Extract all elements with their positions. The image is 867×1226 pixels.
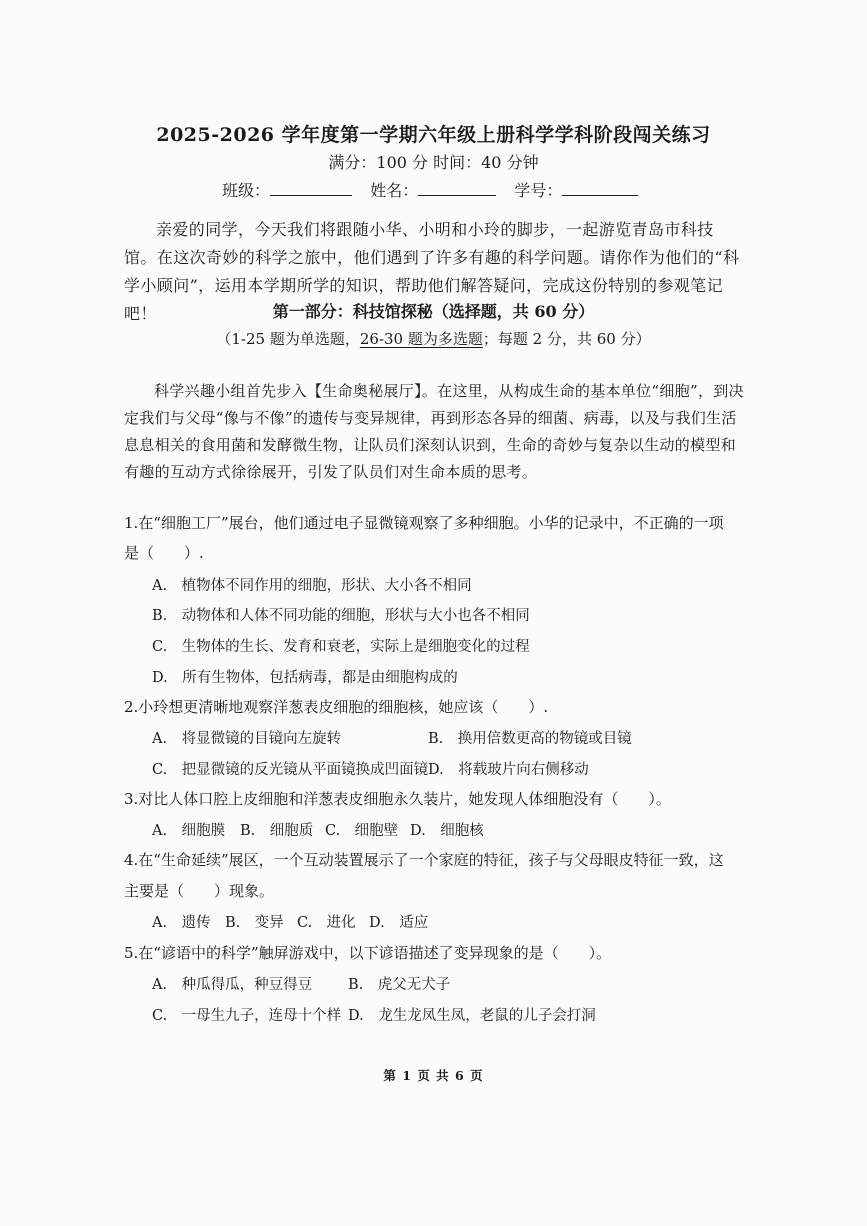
part1-note-c: ；每题 2 分，共 60 分） — [482, 330, 651, 348]
part1-note-a: （1-25 题为单选题， — [216, 330, 360, 348]
q5-stem: 5.在“谚语中的科学”触屏游戏中，以下谚语描述了变异现象的是（ ）。 — [124, 944, 612, 962]
part1-title: 第一部分：科技馆探秘（选择题，共 60 分） — [272, 302, 595, 321]
exam-subtitle: 满分：100 分 时间：40 分钟 — [328, 153, 539, 172]
q2-stem: 2.小玲想更清晰地观察洋葱表皮细胞的细胞核，她应该（ ）. — [124, 698, 549, 716]
student-info-row — [222, 178, 638, 201]
q2-option-c: C. 把显微镜的反光镜从平面镜换成凹面镜 — [152, 762, 429, 778]
page-footer: 第 1 页 共 6 页 — [383, 1068, 484, 1083]
scene-paragraph: 科学兴趣小组首先步入【生命奥秘展厅】。在这里，从构成生命的基本单位“细胞”，到决定我们与父母“像与不像”的遗传与变异规律，再到形态各异的细菌、病毒，以及与我们生活息息相关的食用菌和发酵微生物，让队员们深刻认识到，生命的奇妙与复杂以生动的模型和有趣的互动方式徐徐展开，引发了队员们对生命本质的思考。 — [124, 382, 744, 481]
exam-title: 2025-2026 学年度第一学期六年级上册科学学科阶段闯关练习 — [156, 124, 711, 146]
name-blank — [418, 181, 496, 196]
q1-stem-line2: 是（ ）. — [124, 544, 204, 562]
part1-note — [0, 328, 867, 349]
q5-option-c: C. 一母生九子，连母十个样 — [152, 1008, 342, 1024]
q4-option-b: B. 变异 — [225, 915, 284, 931]
student-id-blank — [562, 181, 638, 196]
student-id-label: 学号： — [514, 181, 563, 200]
q5-option-a: A. 种瓜得瓜，种豆得豆 — [152, 977, 313, 993]
q1-option-d: D. 所有生物体，包括病毒，都是由细胞构成的 — [152, 670, 458, 686]
q2-option-a: A. 将显微镜的目镜向左旋转 — [152, 731, 342, 747]
q1-stem-line1: 1.在“细胞工厂”展台，他们通过电子显微镜观察了多种细胞。小华的记录中，不正确的一项 — [124, 514, 724, 532]
q4-stem-line1: 4.在“生命延续”展区，一个互动装置展示了一个家庭的特征，孩子与父母眼皮特征一致，这 — [124, 851, 724, 869]
q3-option-b: B. 细胞质 — [240, 823, 314, 839]
q1-option-a: A. 植物体不同作用的细胞，形状、大小各不相同 — [152, 578, 472, 594]
q4-option-c: C. 进化 — [297, 915, 356, 931]
q2-option-d: D. 将载玻片向右侧移动 — [428, 762, 589, 778]
q4-stem-line2: 主要是（ ）现象。 — [124, 882, 275, 900]
intro-paragraph: 亲爱的同学，今天我们将跟随小华、小明和小玲的脚步，一起游览青岛市科技馆。在这次奇妙的科学之旅中，他们遇到了许多有趣的科学问题。请你作为他们的“科学小顾问”，运用本学期所学的知识，帮助他们解答疑问，完成这份特别的参观笔记吧！ — [124, 220, 740, 323]
q5-option-d: D. 龙生龙凤生凤，老鼠的儿子会打洞 — [348, 1008, 596, 1024]
q5-option-b: B. 虎父无犬子 — [348, 977, 451, 993]
q1-option-b: B. 动物体和人体不同功能的细胞，形状与大小也各不相同 — [152, 608, 530, 624]
q2-option-b: B. 换用倍数更高的物镜或目镜 — [428, 731, 632, 747]
q1-option-c: C. 生物体的生长、发育和衰老，实际上是细胞变化的过程 — [152, 639, 530, 655]
q4-option-d: D. 适应 — [369, 915, 429, 931]
class-label: 班级： — [222, 181, 271, 200]
part1-note-underlined: 26-30 题为多选题 — [359, 330, 483, 348]
q3-option-a: A. 细胞膜 — [152, 823, 226, 839]
q3-option-c: C. 细胞壁 — [325, 823, 399, 839]
class-blank — [270, 181, 352, 196]
q4-option-a: A. 遗传 — [152, 915, 211, 931]
name-label: 姓名： — [370, 181, 419, 200]
q3-option-d: D. 细胞核 — [410, 823, 484, 839]
q3-stem: 3.对比人体口腔上皮细胞和洋葱表皮细胞永久装片，她发现人体细胞没有（ ）。 — [124, 790, 671, 808]
